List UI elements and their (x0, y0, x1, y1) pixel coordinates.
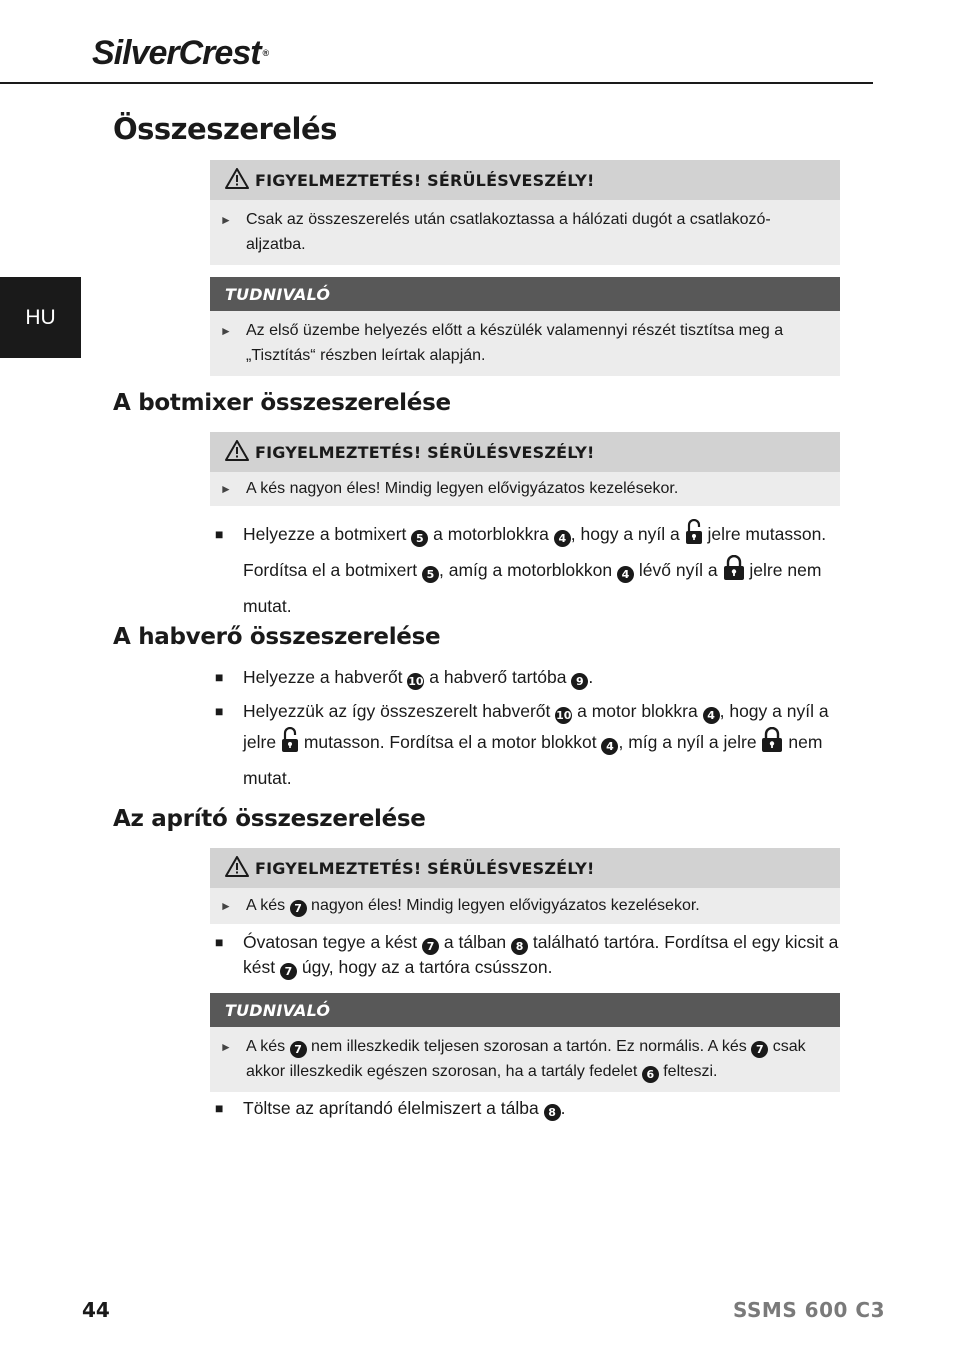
arrow-right-icon: ► (220, 213, 232, 227)
language-label: HU (25, 305, 56, 329)
note-title: TUDNIVALÓ (225, 1000, 331, 1020)
text-fragment: A kés (246, 897, 286, 914)
text-fragment: a habverő tartóba (429, 667, 567, 687)
part-number-badge: 4 (554, 530, 571, 547)
page-number: 44 (82, 1298, 110, 1322)
square-bullet-icon: ■ (215, 703, 224, 719)
part-number-badge: 8 (511, 938, 528, 955)
list-item (215, 696, 840, 794)
warning-title: FIGYELMEZTETÉS! SÉRÜLÉSVESZÉLY! (255, 442, 595, 462)
section-heading-botmixer: A botmixer összeszerelése (113, 390, 451, 416)
note-box (210, 993, 840, 1092)
text-fragment: Helyezze a habverőt (243, 667, 403, 687)
warning-body (210, 200, 840, 265)
part-number-badge: 7 (290, 1041, 307, 1058)
text-fragment: Fordítsa el a botmixert (243, 560, 418, 580)
warning-triangle-icon (225, 168, 249, 193)
text-fragment: a motor blokkra (577, 701, 698, 721)
part-number-badge: 8 (544, 1104, 561, 1121)
brand-name: SilverCrest (92, 34, 261, 72)
text-fragment: Óvatosan tegye a kést (243, 932, 418, 952)
list-item (215, 519, 840, 622)
text-fragment: Töltse az aprítandó élelmiszert a tálba (243, 1098, 539, 1118)
note-body (210, 311, 840, 376)
warning-body (210, 888, 840, 924)
note-title: TUDNIVALÓ (225, 284, 331, 304)
square-bullet-icon: ■ (215, 1100, 224, 1116)
note-header (210, 277, 840, 311)
text-fragment: a motorblokkra (433, 524, 549, 544)
part-number-badge: 4 (617, 566, 634, 583)
part-number-badge: 10 (408, 675, 424, 688)
text-fragment: csak akkor illeszkedik egészen szorosan, ha a tartály fedelet (246, 1038, 806, 1080)
text-fragment: úgy, hogy az a tartóra csússzon. (301, 957, 553, 977)
warning-box (210, 160, 840, 265)
square-bullet-icon: ■ (215, 526, 224, 542)
text-fragment: felteszi. (663, 1063, 718, 1080)
warning-header (210, 160, 840, 200)
section-heading-habvero: A habverő összeszerelése (113, 624, 441, 650)
registered-mark: ® (262, 48, 269, 58)
list-item-text (243, 662, 840, 693)
warning-title: FIGYELMEZTETÉS! SÉRÜLÉSVESZÉLY! (255, 170, 595, 190)
unlocked-icon (685, 519, 703, 555)
part-number-badge: 7 (751, 1041, 768, 1058)
text-fragment: található tartóra. Fordítsa el egy kicsit a kést (243, 932, 839, 977)
text-fragment: Helyezzük az így összeszerelt habverőt (243, 701, 551, 721)
warning-triangle-icon (225, 856, 249, 881)
warning-text (246, 893, 828, 919)
language-tab (0, 277, 81, 358)
text-fragment: jelre mutasson. (707, 524, 827, 544)
text-fragment: , hogy a nyíl a jelre (243, 701, 829, 752)
list-item-text (243, 696, 840, 794)
text-fragment: . (560, 1098, 566, 1118)
part-number-badge: 7 (422, 938, 439, 955)
text-fragment: mutasson. Fordítsa el a motor blokkot (303, 732, 597, 752)
text-fragment: jelre nem mutat. (243, 560, 822, 616)
unlocked-icon (281, 727, 299, 763)
warning-text: A kés nagyon éles! Mindig legyen elővigyázatos kezelésekor. (246, 480, 679, 497)
arrow-right-icon: ► (220, 1040, 232, 1054)
note-header (210, 993, 840, 1027)
header-rule (0, 82, 873, 84)
note-text: Az első üzembe helyezés előtt a készülék valamennyi részét tisztítsa meg a „Tisztítás“ részben leírtak alapján. (246, 322, 784, 364)
text-fragment: a tálban (443, 932, 507, 952)
list-item (215, 930, 840, 980)
warning-title: FIGYELMEZTETÉS! SÉRÜLÉSVESZÉLY! (255, 858, 595, 878)
square-bullet-icon: ■ (215, 934, 224, 950)
part-number-badge: 5 (422, 566, 439, 583)
section-heading-aprito: Az aprító összeszerelése (113, 806, 426, 832)
list-item-text (243, 519, 840, 622)
part-number-badge: 9 (571, 673, 588, 690)
text-fragment: nem illeszkedik teljesen szorosan a tartón. Ez normális. A kés (311, 1038, 747, 1055)
list-item-text (243, 930, 840, 980)
list-item-text (243, 1093, 840, 1124)
text-fragment: , míg a nyíl a jelre (618, 732, 757, 752)
brand-logo (92, 36, 268, 70)
part-number-badge: 10 (556, 709, 572, 722)
text-fragment: , amíg a motorblokkon (438, 560, 613, 580)
part-number-badge: 6 (642, 1066, 659, 1083)
arrow-right-icon: ► (220, 899, 232, 913)
text-fragment: nagyon éles! Mindig legyen elővigyázatos kezelésekor. (311, 897, 700, 914)
list-item (215, 1093, 840, 1124)
warning-header (210, 848, 840, 888)
text-fragment: A kés (246, 1038, 286, 1055)
text-fragment: . (588, 667, 594, 687)
text-fragment: nem mutat. (243, 732, 823, 788)
locked-icon (761, 727, 783, 763)
arrow-right-icon: ► (220, 324, 232, 338)
list-item (215, 662, 840, 693)
text-fragment: , hogy a nyíl a (570, 524, 680, 544)
warning-header (210, 432, 840, 472)
text-fragment: Helyezze a botmixert (243, 524, 407, 544)
note-text (246, 1034, 828, 1084)
part-number-badge: 4 (703, 707, 720, 724)
locked-icon (723, 555, 745, 591)
part-number-badge: 5 (411, 530, 428, 547)
warning-text: Csak az összeszerelés után csatlakoztassa a hálózati dugót a csatlakozó-aljzatba. (246, 211, 771, 253)
warning-box (210, 432, 840, 506)
part-number-badge: 7 (280, 963, 297, 980)
part-number-badge: 7 (290, 900, 307, 917)
text-fragment: lévő nyíl a (638, 560, 718, 580)
model-name: SSMS 600 C3 (733, 1298, 885, 1322)
note-box (210, 277, 840, 376)
page-title: Összeszerelés (113, 112, 337, 146)
square-bullet-icon: ■ (215, 669, 224, 685)
part-number-badge: 4 (601, 738, 618, 755)
note-body (210, 1027, 840, 1092)
warning-triangle-icon (225, 440, 249, 465)
warning-box (210, 848, 840, 924)
arrow-right-icon: ► (220, 482, 232, 496)
warning-body (210, 472, 840, 506)
